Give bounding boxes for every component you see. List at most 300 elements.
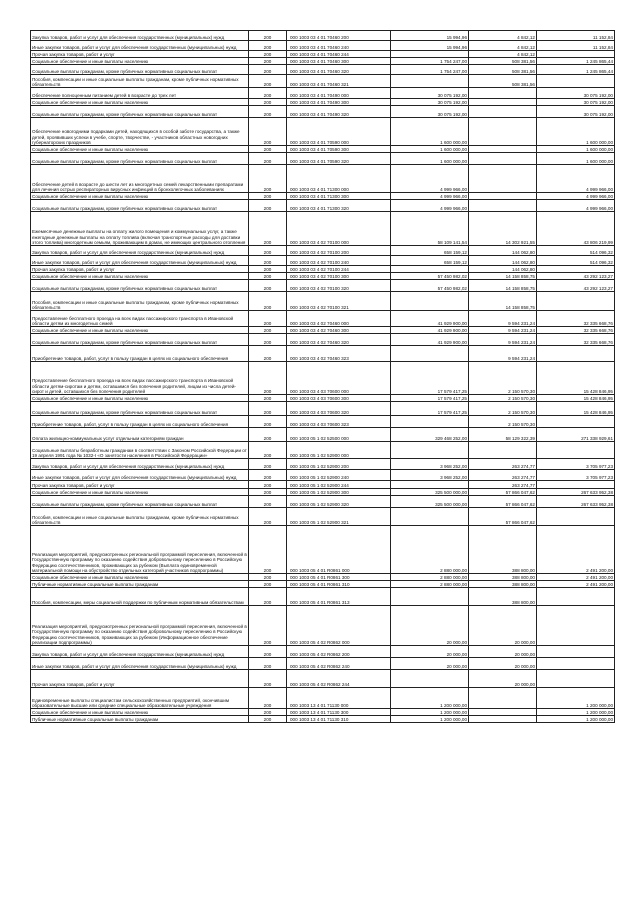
table-row	[31, 273, 615, 280]
cell-executed	[469, 716, 537, 723]
cell-line: 200	[249, 416, 287, 428]
cell-approved: 58 109 141,54	[391, 212, 469, 246]
cell-approved: 41 929 900,00	[391, 327, 469, 334]
cell-line: 200	[249, 51, 287, 58]
cell-name: Закупка товаров, работ и услуг для обеспечения государственных (муниципальных) нужд	[31, 246, 249, 256]
cell-executed: 263 274,77	[469, 481, 537, 489]
cell-code: 000 1003 05 4 02 R0862 000	[287, 606, 391, 646]
cell-approved: 658 159,12	[391, 256, 469, 266]
table-row	[31, 442, 615, 459]
cell-line: 200	[249, 688, 287, 709]
table-row	[31, 292, 615, 311]
cell-line: 200	[249, 246, 287, 256]
cell-approved: 1 600 000,00	[391, 118, 469, 146]
table-row	[31, 41, 615, 51]
table-row	[31, 606, 615, 646]
cell-approved	[391, 508, 469, 526]
cell-approved: 30 075 192,00	[391, 88, 469, 99]
cell-line: 200	[249, 58, 287, 65]
table-row	[31, 88, 615, 99]
cell-executed	[469, 106, 537, 118]
cell-executed	[469, 200, 537, 212]
cell-approved: 1 200 000,00	[391, 716, 469, 723]
cell-executed	[469, 153, 537, 165]
table-row	[31, 346, 615, 362]
cell-name: Социальные выплаты безработным гражданам в соответствии с Законом Российской Федерации от 19 апреля 1991 года № 1032-I «О занятости населения в Российской Федерации»	[31, 442, 249, 459]
cell-remaining: 11 152,84	[537, 31, 615, 41]
cell-code: 000 1003 13 4 01 71130 000	[287, 688, 391, 709]
cell-executed: 58 129 322,39	[469, 428, 537, 442]
cell-executed: 20 000,00	[469, 658, 537, 670]
cell-remaining: 43 806 219,99	[537, 212, 615, 246]
cell-line: 200	[249, 200, 287, 212]
cell-remaining: 15 428 846,95	[537, 395, 615, 402]
cell-line: 200	[249, 442, 287, 459]
cell-remaining: 1 600 000,00	[537, 146, 615, 153]
table-row	[31, 334, 615, 346]
cell-code: 000 1003 05 1 02 52900 200	[287, 459, 391, 470]
cell-line: 200	[249, 670, 287, 688]
cell-approved	[391, 416, 469, 428]
table-row	[31, 362, 615, 395]
cell-code: 000 1003 03 4 01 70490 300	[287, 99, 391, 106]
cell-line: 200	[249, 41, 287, 51]
table-row	[31, 670, 615, 688]
cell-remaining	[537, 658, 615, 670]
cell-executed: 4 842,12	[469, 51, 537, 58]
table-row	[31, 280, 615, 292]
table-row	[31, 416, 615, 428]
cell-name: Социальные выплаты гражданам, кроме публичных нормативных социальных выплат	[31, 334, 249, 346]
cell-code: 000 1003 13 4 01 71130 300	[287, 709, 391, 716]
cell-approved	[391, 75, 469, 88]
cell-remaining	[537, 416, 615, 428]
cell-name: Публичные нормативные социальные выплаты гражданам	[31, 581, 249, 588]
cell-code: 000 1003 03 4 01 70490 000	[287, 88, 391, 99]
table-row	[31, 266, 615, 273]
cell-name: Пособия, компенсации, меры социальной поддержки по публичным нормативным обязательствам	[31, 588, 249, 606]
cell-approved: 1 754 247,00	[391, 58, 469, 65]
cell-approved: 4 999 966,00	[391, 165, 469, 193]
cell-executed: 2 150 570,30	[469, 395, 537, 402]
cell-name: Обеспечение новогодними подарками детей, находящихся в особой заботе государства, а также детей, проявивших успехи в учебе, спорте, творчестве, - участников областных новогодних губернаторских праздников	[31, 118, 249, 146]
cell-line: 200	[249, 496, 287, 508]
cell-line: 200	[249, 193, 287, 200]
cell-remaining: 2 491 200,00	[537, 526, 615, 574]
cell-remaining	[537, 508, 615, 526]
cell-name: Социальные выплаты гражданам, кроме публичных нормативных социальных выплат	[31, 106, 249, 118]
cell-code: 000 1003 05 4 01 R0861 000	[287, 526, 391, 574]
cell-executed	[469, 442, 537, 459]
table-row	[31, 489, 615, 496]
cell-remaining: 43 292 123,27	[537, 280, 615, 292]
cell-executed: 9 594 231,24	[469, 346, 537, 362]
cell-executed: 2 150 570,30	[469, 402, 537, 416]
table-row	[31, 200, 615, 212]
cell-executed: 57 866 047,62	[469, 489, 537, 496]
cell-name: Предоставление бесплатного проезда на всех видах пассажирского транспорта в Ивановской области детям-сиротам и детям, оставшимся без попечения родителей, лицам из числа детей-сирот и детей, оставшихся без попечения родителей	[31, 362, 249, 395]
cell-code: 000 1003 03 4 01 71300 320	[287, 200, 391, 212]
cell-line: 200	[249, 658, 287, 670]
cell-name: Пособия, компенсации и иные социальные выплаты гражданам, кроме публичных нормативных обязательств	[31, 508, 249, 526]
cell-executed	[469, 146, 537, 153]
cell-line: 200	[249, 574, 287, 581]
table-row	[31, 688, 615, 709]
table-row	[31, 508, 615, 526]
cell-code: 000 1003 03 4 03 70600 323	[287, 416, 391, 428]
table-row	[31, 402, 615, 416]
cell-approved	[391, 588, 469, 606]
cell-remaining	[537, 75, 615, 88]
cell-name: Оплата жилищно-коммунальных услуг отдельным категориям граждан	[31, 428, 249, 442]
table-row	[31, 193, 615, 200]
cell-name: Обеспечение полноценным питанием детей в возрасте до трех лет	[31, 88, 249, 99]
table-row	[31, 311, 615, 327]
cell-approved: 20 000,00	[391, 646, 469, 658]
cell-remaining: 32 335 668,76	[537, 327, 615, 334]
cell-remaining: 2 491 200,00	[537, 581, 615, 588]
cell-executed: 388 800,00	[469, 526, 537, 574]
cell-approved: 325 500 000,00	[391, 489, 469, 496]
cell-code: 000 1003 05 4 01 R0861 300	[287, 574, 391, 581]
cell-approved: 4 999 966,00	[391, 193, 469, 200]
cell-executed: 2 150 570,30	[469, 416, 537, 428]
cell-code: 000 1003 03 4 02 70100 321	[287, 292, 391, 311]
table-row	[31, 256, 615, 266]
cell-approved: 3 968 252,00	[391, 470, 469, 481]
cell-name: Социальные выплаты гражданам, кроме публичных нормативных социальных выплат	[31, 496, 249, 508]
cell-executed	[469, 118, 537, 146]
cell-remaining	[537, 346, 615, 362]
cell-line: 200	[249, 508, 287, 526]
cell-remaining: 4 999 966,00	[537, 200, 615, 212]
cell-name: Социальное обеспечение и иные выплаты населению	[31, 99, 249, 106]
cell-name: Публичные нормативные социальные выплаты гражданам	[31, 716, 249, 723]
cell-approved: 658 159,12	[391, 246, 469, 256]
cell-executed: 20 000,00	[469, 646, 537, 658]
table-row	[31, 395, 615, 402]
cell-approved: 325 500 000,00	[391, 496, 469, 508]
cell-approved: 1 600 000,00	[391, 146, 469, 153]
cell-name: Социальное обеспечение и иные выплаты населению	[31, 709, 249, 716]
cell-line: 200	[249, 606, 287, 646]
cell-remaining	[537, 670, 615, 688]
cell-approved: 30 075 192,00	[391, 106, 469, 118]
cell-remaining	[537, 646, 615, 658]
table-row	[31, 658, 615, 670]
cell-executed: 9 594 231,24	[469, 311, 537, 327]
table-row	[31, 146, 615, 153]
cell-remaining: 514 096,32	[537, 256, 615, 266]
cell-code: 000 1003 03 4 01 71300 300	[287, 193, 391, 200]
cell-remaining: 32 335 668,76	[537, 311, 615, 327]
cell-line: 200	[249, 88, 287, 99]
cell-remaining: 30 075 192,00	[537, 99, 615, 106]
cell-approved: 1 600 000,00	[391, 153, 469, 165]
cell-code: 000 1003 03 4 02 70460 000	[287, 311, 391, 327]
cell-name: Обеспечение детей в возрасте до шести лет из многодетных семей лекарственными препаратами для лечения острых респираторных вирусных инфекций в бронхолегочных заболеваниях	[31, 165, 249, 193]
cell-remaining: 4 999 966,00	[537, 165, 615, 193]
cell-remaining: 1 200 000,00	[537, 688, 615, 709]
cell-code: 000 1003 05 1 02 52900 300	[287, 489, 391, 496]
cell-remaining: 32 335 668,76	[537, 334, 615, 346]
cell-code: 000 1003 05 1 02 52900 240	[287, 470, 391, 481]
table-row	[31, 51, 615, 58]
budget-execution-table	[30, 30, 615, 723]
cell-line: 200	[249, 716, 287, 723]
cell-name: Социальное обеспечение и иные выплаты населению	[31, 327, 249, 334]
table-row	[31, 165, 615, 193]
cell-code: 000 1003 03 4 02 70100 244	[287, 266, 391, 273]
cell-name: Закупка товаров, работ и услуг для обеспечения государственных (муниципальных) нужд	[31, 646, 249, 658]
cell-name: Ежемесячные денежные выплаты на оплату жилого помещения и коммунальных услуг, а также ежегодные денежные выплаты на оплату топлива (включая транспортные расходы для доставки этого топлива) многодетным семьям, проживающим в домах, не имеющих центрального отопления	[31, 212, 249, 246]
cell-executed: 14 302 921,55	[469, 212, 537, 246]
cell-line: 200	[249, 588, 287, 606]
table-row	[31, 709, 615, 716]
cell-name: Социальные выплаты гражданам, кроме публичных нормативных социальных выплат	[31, 280, 249, 292]
cell-approved: 1 200 000,00	[391, 688, 469, 709]
cell-executed: 144 062,80	[469, 246, 537, 256]
table-row	[31, 581, 615, 588]
cell-code: 000 1003 03 4 01 70460 321	[287, 75, 391, 88]
cell-name: Иные закупки товаров, работ и услуг для обеспечения государственных (муниципальных) нужд	[31, 256, 249, 266]
cell-approved	[391, 670, 469, 688]
cell-executed: 508 381,56	[469, 58, 537, 65]
table-row	[31, 588, 615, 606]
cell-name: Реализация мероприятий, предусмотренных региональной программой переселения, включенной в Государственную программу по оказанию содействия добровольному переселению в Российскую Федерацию соотечественников, проживающих за рубежом (Информационное обеспечение реализации подпрограммы)	[31, 606, 249, 646]
cell-code: 000 1003 05 1 02 52900 000	[287, 442, 391, 459]
cell-name: Социальное обеспечение и иные выплаты населению	[31, 574, 249, 581]
cell-code: 000 1003 03 4 01 70460 200	[287, 31, 391, 41]
report-page	[30, 30, 614, 723]
cell-approved: 57 450 982,02	[391, 273, 469, 280]
cell-line: 200	[249, 489, 287, 496]
cell-line: 200	[249, 146, 287, 153]
cell-remaining: 15 428 846,95	[537, 402, 615, 416]
cell-name: Прочая закупка товаров, работ и услуг	[31, 266, 249, 273]
cell-executed: 388 800,00	[469, 581, 537, 588]
cell-line: 200	[249, 280, 287, 292]
cell-remaining	[537, 606, 615, 646]
table-row	[31, 646, 615, 658]
cell-name: Социальные выплаты гражданам, кроме публичных нормативных социальных выплат	[31, 402, 249, 416]
cell-approved: 17 579 417,25	[391, 402, 469, 416]
cell-remaining: 514 096,32	[537, 246, 615, 256]
cell-code: 000 1003 03 4 02 70100 200	[287, 246, 391, 256]
cell-approved: 20 000,00	[391, 658, 469, 670]
cell-name: Социальные выплаты гражданам, кроме публичных нормативных социальных выплат	[31, 200, 249, 212]
cell-name: Социальные выплаты гражданам, кроме публичных нормативных социальных выплат	[31, 153, 249, 165]
cell-remaining: 2 491 200,00	[537, 574, 615, 581]
cell-executed: 508 381,56	[469, 75, 537, 88]
table-row	[31, 459, 615, 470]
cell-name: Пособия, компенсации и иные социальные выплаты гражданам, кроме публичных нормативных обязательств	[31, 75, 249, 88]
cell-line: 200	[249, 31, 287, 41]
cell-executed: 4 842,12	[469, 41, 537, 51]
cell-remaining: 267 633 952,38	[537, 496, 615, 508]
cell-line: 200	[249, 65, 287, 75]
cell-approved: 1 200 000,00	[391, 709, 469, 716]
table-row	[31, 481, 615, 489]
cell-approved	[391, 51, 469, 58]
cell-code: 000 1003 13 4 01 71130 310	[287, 716, 391, 723]
cell-code: 000 1003 05 1 02 52900 320	[287, 496, 391, 508]
cell-remaining	[537, 266, 615, 273]
cell-name: Социальное обеспечение и иные выплаты населению	[31, 395, 249, 402]
cell-name: Прочая закупка товаров, работ и услуг	[31, 670, 249, 688]
cell-line: 200	[249, 165, 287, 193]
cell-remaining: 4 999 966,00	[537, 193, 615, 200]
cell-line: 200	[249, 428, 287, 442]
cell-code: 000 1003 03 4 03 70600 320	[287, 402, 391, 416]
cell-name: Социальные выплаты гражданам, кроме публичных нормативных социальных выплат	[31, 65, 249, 75]
cell-line: 200	[249, 75, 287, 88]
cell-approved: 17 579 417,25	[391, 395, 469, 402]
cell-executed: 263 274,77	[469, 470, 537, 481]
cell-code: 000 1003 03 4 02 70100 300	[287, 273, 391, 280]
cell-approved: 329 468 252,00	[391, 428, 469, 442]
cell-approved: 30 075 192,00	[391, 99, 469, 106]
cell-line: 200	[249, 362, 287, 395]
cell-executed: 388 800,00	[469, 588, 537, 606]
cell-approved: 15 994,96	[391, 31, 469, 41]
cell-remaining	[537, 481, 615, 489]
cell-executed	[469, 99, 537, 106]
cell-code: 000 1003 05 4 02 R0862 244	[287, 670, 391, 688]
cell-approved: 41 929 900,00	[391, 311, 469, 327]
cell-code: 000 1003 05 1 02 52900 321	[287, 508, 391, 526]
cell-code: 000 1003 05 1 02 52500 000	[287, 428, 391, 442]
cell-code: 000 1003 05 4 01 R0861 313	[287, 588, 391, 606]
cell-executed: 388 800,00	[469, 574, 537, 581]
cell-line: 200	[249, 526, 287, 574]
cell-executed: 9 594 231,24	[469, 327, 537, 334]
cell-line: 200	[249, 99, 287, 106]
cell-executed	[469, 688, 537, 709]
table-row	[31, 118, 615, 146]
table-row	[31, 65, 615, 75]
cell-executed: 263 274,77	[469, 459, 537, 470]
cell-code: 000 1003 05 1 02 52900 244	[287, 481, 391, 489]
cell-code: 000 1003 05 4 02 R0862 200	[287, 646, 391, 658]
cell-remaining: 15 428 846,95	[537, 362, 615, 395]
table-row	[31, 470, 615, 481]
cell-executed: 20 000,00	[469, 606, 537, 646]
cell-name: Прочая закупка товаров, работ и услуг	[31, 51, 249, 58]
cell-approved	[391, 481, 469, 489]
cell-code: 000 1003 03 4 01 70590 320	[287, 153, 391, 165]
cell-line: 200	[249, 153, 287, 165]
cell-name: Пособия, компенсации и иные социальные выплаты гражданам, кроме публичных нормативных обязательств	[31, 292, 249, 311]
cell-name: Социальное обеспечение и иные выплаты населению	[31, 193, 249, 200]
table-row	[31, 716, 615, 723]
table-row	[31, 212, 615, 246]
cell-code: 000 1003 03 4 01 71300 000	[287, 165, 391, 193]
cell-remaining: 43 292 123,27	[537, 273, 615, 280]
cell-executed	[469, 709, 537, 716]
cell-line: 200	[249, 709, 287, 716]
cell-name: Закупка товаров, работ и услуг для обеспечения государственных (муниципальных) нужд	[31, 31, 249, 41]
cell-code: 000 1003 03 4 01 70590 000	[287, 118, 391, 146]
cell-line: 200	[249, 292, 287, 311]
cell-executed: 144 062,80	[469, 256, 537, 266]
cell-executed: 14 158 858,75	[469, 273, 537, 280]
cell-name: Закупка товаров, работ и услуг для обеспечения государственных (муниципальных) нужд	[31, 459, 249, 470]
cell-approved: 17 579 417,25	[391, 362, 469, 395]
table-row	[31, 106, 615, 118]
cell-remaining: 271 338 929,61	[537, 428, 615, 442]
cell-executed: 144 062,80	[469, 266, 537, 273]
cell-remaining	[537, 51, 615, 58]
table-body	[31, 31, 615, 723]
cell-code: 000 1003 03 4 02 70100 320	[287, 280, 391, 292]
table-row	[31, 75, 615, 88]
cell-name: Приобретение товаров, работ, услуг в пользу граждан в целях их социального обеспечения	[31, 346, 249, 362]
table-row	[31, 496, 615, 508]
table-row	[31, 31, 615, 41]
cell-remaining: 3 705 977,23	[537, 470, 615, 481]
cell-name: Социальное обеспечение и иные выплаты населению	[31, 58, 249, 65]
table-row	[31, 574, 615, 581]
cell-code: 000 1003 03 4 01 70460 320	[287, 65, 391, 75]
cell-approved: 20 000,00	[391, 606, 469, 646]
cell-line: 200	[249, 311, 287, 327]
cell-approved: 15 994,96	[391, 41, 469, 51]
cell-line: 200	[249, 256, 287, 266]
cell-line: 200	[249, 581, 287, 588]
cell-line: 200	[249, 481, 287, 489]
cell-remaining: 1 200 000,00	[537, 709, 615, 716]
cell-remaining: 1 600 000,00	[537, 153, 615, 165]
cell-remaining	[537, 292, 615, 311]
cell-executed	[469, 165, 537, 193]
cell-code: 000 1003 03 4 01 70460 240	[287, 41, 391, 51]
table-row	[31, 246, 615, 256]
cell-approved	[391, 346, 469, 362]
cell-code: 000 1003 03 4 02 70460 300	[287, 327, 391, 334]
cell-approved: 41 929 900,00	[391, 334, 469, 346]
cell-name: Социальное обеспечение и иные выплаты населению	[31, 489, 249, 496]
cell-name: Социальное обеспечение и иные выплаты населению	[31, 273, 249, 280]
cell-name: Единовременные выплаты специалистам сельскохозяйственных предприятий, окончившим образовательные высшие или средние специальные образовательные учреждения	[31, 688, 249, 709]
cell-name: Иные закупки товаров, работ и услуг для обеспечения государственных (муниципальных) нужд	[31, 41, 249, 51]
cell-executed: 20 000,00	[469, 670, 537, 688]
cell-line: 200	[249, 327, 287, 334]
cell-code: 000 1003 03 4 02 70460 323	[287, 346, 391, 362]
cell-code: 000 1003 03 4 02 70460 320	[287, 334, 391, 346]
cell-remaining: 267 633 952,38	[537, 489, 615, 496]
cell-remaining: 1 600 000,00	[537, 118, 615, 146]
cell-executed	[469, 88, 537, 99]
cell-approved: 57 450 982,02	[391, 280, 469, 292]
cell-executed: 4 842,12	[469, 31, 537, 41]
cell-approved: 2 880 000,00	[391, 581, 469, 588]
cell-executed: 2 150 570,30	[469, 362, 537, 395]
cell-code: 000 1003 03 4 01 70460 300	[287, 58, 391, 65]
cell-name: Реализация мероприятий, предусмотренных региональной программой переселения, включенной в Государственную программу по оказанию содействия добровольному переселению в Российскую Федерацию соотечественников, проживающих за рубежом (Выплата единовременной материальной помощи на обустройство отдельных категорий участников подпрограммы)	[31, 526, 249, 574]
cell-line: 200	[249, 395, 287, 402]
cell-line: 200	[249, 118, 287, 146]
cell-remaining: 11 152,84	[537, 41, 615, 51]
cell-line: 200	[249, 334, 287, 346]
cell-line: 200	[249, 470, 287, 481]
cell-line: 200	[249, 106, 287, 118]
cell-executed	[469, 193, 537, 200]
cell-name: Прочая закупка товаров, работ и услуг	[31, 481, 249, 489]
cell-name: Иные закупки товаров, работ и услуг для обеспечения государственных (муниципальных) нужд	[31, 470, 249, 481]
table-row	[31, 153, 615, 165]
cell-code: 000 1003 03 4 01 70490 320	[287, 106, 391, 118]
